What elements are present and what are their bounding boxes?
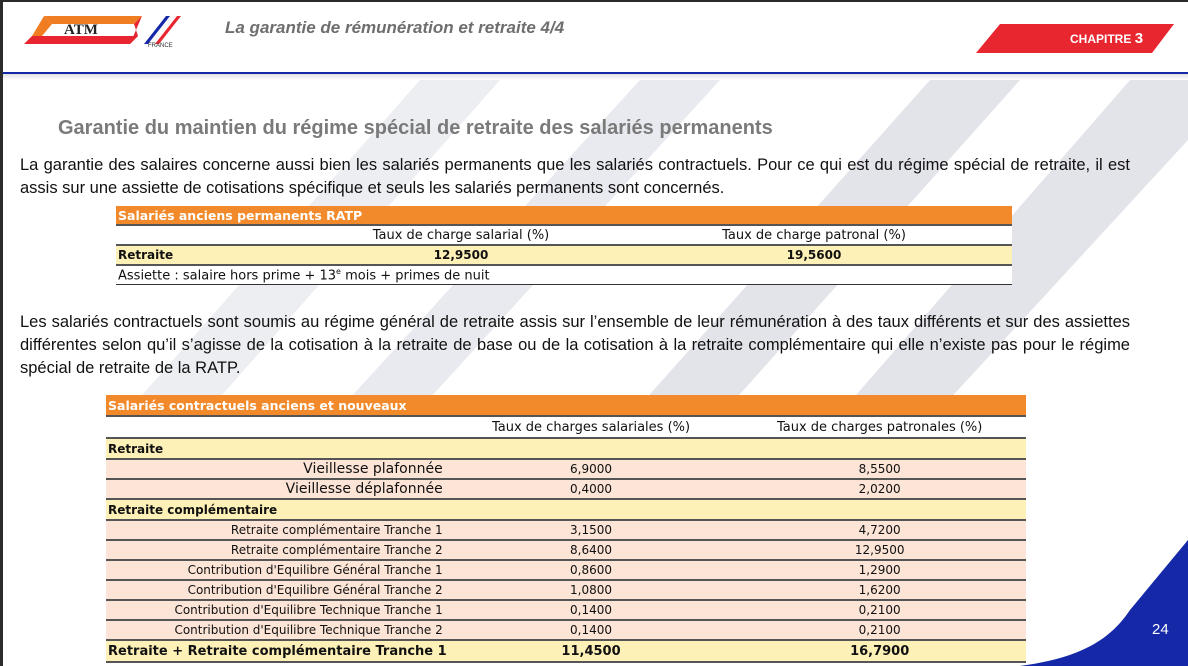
logo-subtext: FRANCE <box>148 43 173 49</box>
section-title: Garantie du maintien du régime spécial de retraite des salariés permanents <box>58 117 773 139</box>
cell-salarial: 0,1400 <box>449 600 734 620</box>
cell-salarial: 0,1400 <box>449 620 734 640</box>
table-title: Salariés contractuels anciens et nouveaux <box>106 395 1026 416</box>
row-label: Contribution d'Equilibre Technique Tranche 1 <box>106 600 449 620</box>
cell-patronal: 1,6200 <box>733 580 1026 600</box>
cell-salarial: 0,8600 <box>449 560 734 580</box>
intro-paragraph: La garantie des salaires concerne aussi bien les salariés permanents que les salariés contractuels. Pour ce qui est du régime spécial de retraite, il est assis sur une assiette de cotisations spécifique et seuls les salariés permanents sont concernés. <box>20 156 1130 197</box>
cell-patronal: 12,9500 <box>733 540 1026 560</box>
row-label: Retraite <box>116 245 306 265</box>
chapter-number: 3 <box>1134 30 1144 47</box>
table-row <box>106 459 1026 479</box>
row-label: Contribution d'Equilibre Général Tranche 1 <box>106 560 449 580</box>
cell-patronal: 0,2100 <box>733 600 1026 620</box>
cell-salarial: 8,6400 <box>449 540 734 560</box>
table-row <box>106 580 1026 600</box>
note-suffix: mois + primes de nuit <box>340 268 490 284</box>
group-label: Retraite complémentaire <box>106 499 1026 520</box>
cell-salarial: 12,9500 <box>306 245 616 265</box>
total-salarial: 11,4500 <box>449 640 734 662</box>
corner-decoration <box>1020 540 1188 666</box>
table-header-row <box>106 416 1026 438</box>
table-title: Salariés anciens permanents RATP <box>116 206 1012 225</box>
row-label: Contribution d'Equilibre Général Tranche 2 <box>106 580 449 600</box>
table-row <box>106 560 1026 580</box>
table-row <box>106 600 1026 620</box>
chapter-label-text: CHAPITRE <box>1070 32 1132 46</box>
col-header-salarial: Taux de charges salariales (%) <box>449 416 734 438</box>
row-label: Contribution d'Equilibre Technique Tranche 2 <box>106 620 449 640</box>
table-contract-employees <box>106 395 1026 663</box>
total-row <box>106 640 1026 662</box>
row-label: Retraite complémentaire Tranche 2 <box>106 540 449 560</box>
cell-salarial: 1,0800 <box>449 580 734 600</box>
table-row <box>106 520 1026 540</box>
cell-patronal: 2,0200 <box>733 479 1026 499</box>
col-header-salarial: Taux de charge salarial (%) <box>306 225 616 245</box>
cell-patronal: 4,7200 <box>733 520 1026 540</box>
cell-patronal: 0,2100 <box>733 620 1026 640</box>
col-header-patronal: Taux de charge patronal (%) <box>616 225 1012 245</box>
logo-text: ATM <box>64 22 98 38</box>
row-label: Vieillesse déplafonnée <box>106 479 449 499</box>
assiette-note <box>116 265 1012 285</box>
table-row <box>106 479 1026 499</box>
cell-salarial: 3,1500 <box>449 520 734 540</box>
group-row-retraite <box>106 438 1026 459</box>
contract-paragraph: Les salariés contractuels sont soumis au régime général de retraite assis sur l’ensemble de leur rémunération à des taux différents et sur des assiettes différentes selon qu’il s’agisse de la cotisation à la retraite de base ou de la cotisation à la retraite complémentaire qui elle n’existe pas pour le régime spécial de retraite de la RATP. <box>20 313 1130 377</box>
cell-patronal: 8,5500 <box>733 459 1026 479</box>
cell-patronal: 19,5600 <box>616 245 1012 265</box>
cell-patronal: 1,2900 <box>733 560 1026 580</box>
table-row <box>106 620 1026 640</box>
table-header-row <box>116 225 1012 245</box>
group-row-retraite-complementaire <box>106 499 1026 520</box>
table-title-row <box>106 395 1026 416</box>
table-title-row <box>116 206 1012 225</box>
cell-salarial: 0,4000 <box>449 479 734 499</box>
total-patronal: 16,7900 <box>733 640 1026 662</box>
group-label: Retraite <box>106 438 1026 459</box>
note-prefix: Assiette : salaire hors prime + 13 <box>118 268 337 284</box>
table-permanent-employees <box>116 206 1012 285</box>
cell-salarial: 6,9000 <box>449 459 734 479</box>
total-label: Retraite + Retraite complémentaire Tranche 1 <box>106 640 449 662</box>
note-superscript: e <box>336 266 341 276</box>
page-number: 24 <box>1152 621 1169 638</box>
table-row <box>106 540 1026 560</box>
header-title: La garantie de rémunération et retraite 4/4 <box>225 18 565 37</box>
row-label: Retraite complémentaire Tranche 1 <box>106 520 449 540</box>
table-row <box>116 245 1012 265</box>
table-note-row <box>116 265 1012 285</box>
row-label: Vieillesse plafonnée <box>106 459 449 479</box>
col-header-patronal: Taux de charges patronales (%) <box>733 416 1026 438</box>
